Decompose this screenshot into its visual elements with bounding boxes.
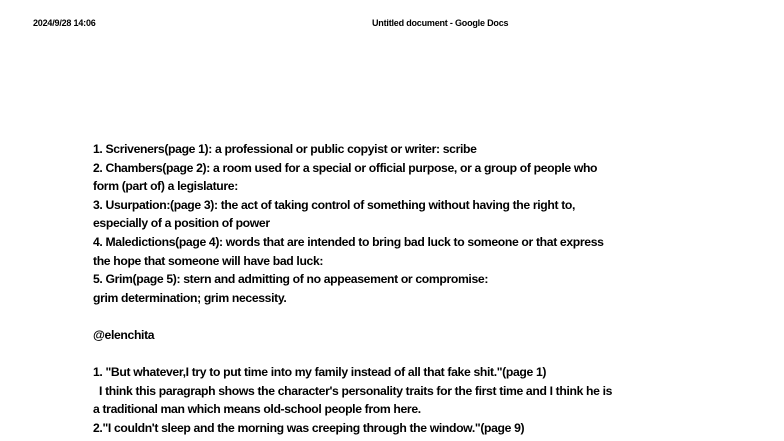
blank-line <box>93 345 693 364</box>
quote-1: 1. "But whatever,I try to put time into my family instead of all that fake shit."(page 1) <box>93 365 547 380</box>
vocab-item-4: 4. Maledictions(page 4): words that are intended to bring bad luck to someone or that express <box>93 234 604 249</box>
vocab-item-5: 5. Grim(page 5): stern and admitting of no appeasement or compromise: <box>93 272 489 287</box>
document-body <box>93 140 693 438</box>
vocab-item-5-continued: grim determination; grim necessity. <box>93 290 287 305</box>
quote-1-comment-continued: a traditional man which means old-school people from here. <box>93 402 421 417</box>
vocab-item-1: 1. Scriveners(page 1): a professional or public copyist or writer: scribe <box>93 142 477 156</box>
quote-1-comment: I think this paragraph shows the character's personality traits for the first time and I think he is <box>99 383 613 398</box>
quote-2: 2."I couldn't sleep and the morning was creeping through the window."(page 9) <box>93 420 525 435</box>
vocab-item-4-continued: the hope that someone will have bad luck: <box>93 253 324 268</box>
print-header <box>0 18 784 32</box>
vocab-item-3-continued: especially of a position of power <box>93 216 270 231</box>
vocab-item-2: 2. Chambers(page 2): a room used for a special or official purpose, or a group of people who <box>93 160 598 175</box>
blank-line <box>93 307 693 326</box>
author-handle: @elenchita <box>93 327 155 342</box>
print-document-title: Untitled document - Google Docs <box>372 18 509 28</box>
vocab-item-3: 3. Usurpation:(page 3): the act of taking control of something without having the right to, <box>93 197 576 212</box>
print-datetime: 2024/9/28 14:06 <box>33 18 96 28</box>
vocab-item-2-continued: form (part of) a legislature: <box>93 179 238 194</box>
